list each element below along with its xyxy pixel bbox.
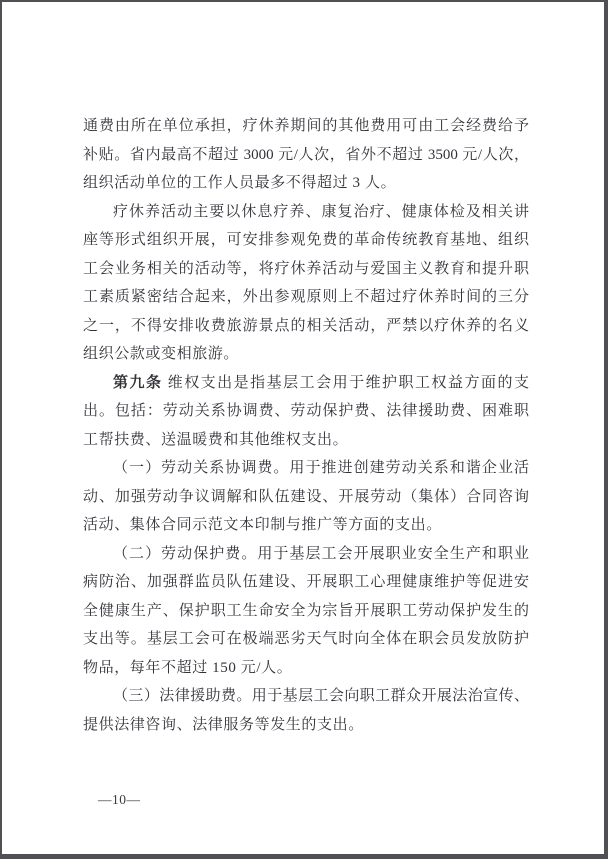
article-heading-bold: 第九条 [113,373,163,391]
text-segment: 补贴。省内最高不超过 3000 元/人次，省外不超过 3500 元/人次， [83,146,529,163]
page-number: —10— [98,792,141,807]
text-line [83,511,529,540]
document-text-block [83,112,529,739]
text-line [83,169,529,198]
text-line [83,283,529,312]
text-line [83,625,529,654]
text-segment: （三）法律援助费。用于基层工会向职工群众开展法治宣传、 [113,688,529,704]
text-line [83,426,529,455]
text-segment: 疗休养活动主要以休息疗养、康复治疗、健康体检及相关讲 [113,203,529,220]
text-segment: 全健康生产、保护职工生命安全为宗旨开展职工劳动保护发生的 [83,602,529,619]
text-line [83,312,529,341]
text-segment: 组织公款或变相旅游。 [83,346,240,362]
text-segment: 出。包括：劳动关系协调费、劳动保护费、法律援助费、困难职 [83,403,529,419]
text-segment: 座等形式组织开展，可安排参观免费的革命传统教育基地、组织 [83,232,529,248]
text-line [83,454,529,483]
text-line [83,682,529,711]
text-segment: 之一，不得安排收费旅游景点的相关活动，严禁以疗休养的名义 [83,317,529,334]
text-segment: 工帮扶费、送温暖费和其他维权支出。 [83,431,349,448]
text-segment: （二）劳动保护费。用于基层工会开展职业安全生产和职业 [113,545,529,562]
text-line [83,226,529,255]
text-line [83,198,529,227]
text-segment: 组织活动单位的工作人员最多不得超过 3 人。 [83,175,397,191]
text-line [83,540,529,569]
text-segment: 通费由所在单位承担，疗休养期间的其他费用可由工会经费给予 [83,118,529,134]
text-segment: 活动、集体合同示范文本印制与推广等方面的支出。 [83,517,442,533]
text-segment: 提供法律咨询、法律服务等发生的支出。 [83,716,364,733]
text-segment: 动、加强劳动争议调解和队伍建设、开展劳动（集体）合同咨询 [83,488,529,505]
text-line [83,711,529,740]
text-line [83,568,529,597]
text-line [83,112,529,141]
text-segment: （一）劳动关系协调费。用于推进创建劳动关系和谐企业活 [113,460,529,476]
text-segment: 物品，每年不超过 150 元/人。 [83,659,293,676]
text-line [83,369,529,398]
text-line [83,340,529,369]
text-line [83,255,529,284]
text-segment: 维权支出是指基层工会用于维护职工权益方面的支 [162,374,529,391]
text-segment: 病防治、加强群监员队伍建设、开展职工心理健康维护等促进安 [83,574,529,590]
text-line [83,397,529,426]
text-line [83,141,529,170]
text-segment: 工会业务相关的活动等，将疗休养活动与爱国主义教育和提升职 [83,260,529,277]
text-segment: 工素质紧密结合起来，外出参观原则上不超过疗休养时间的三分 [83,289,529,305]
text-segment: 支出等。基层工会可在极端恶劣天气时向全体在职会员发放防护 [83,631,529,647]
text-line [83,654,529,683]
text-line [83,483,529,512]
text-line [83,597,529,626]
